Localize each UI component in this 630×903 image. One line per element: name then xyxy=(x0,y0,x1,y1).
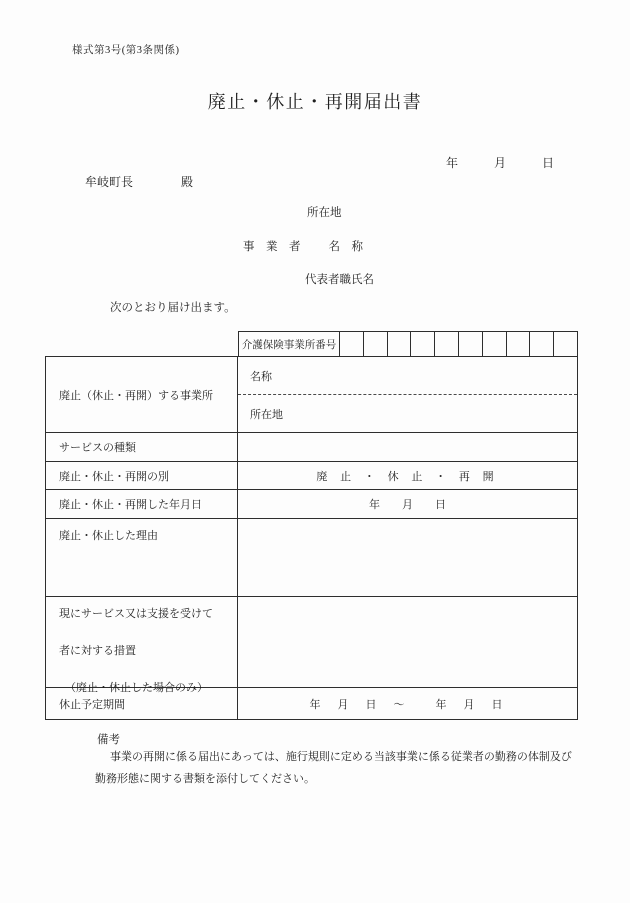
office-number-digit-cell xyxy=(554,332,577,356)
form-number: 様式第3号(第3条関係) xyxy=(72,45,180,56)
remarks-line-1: 事業の再開に係る届出にあっては、施行規則に定める当該事業に係る従業者の勤務の体制及び xyxy=(110,751,572,763)
measure-label-line1: 現にサービス又は支援を受けて xyxy=(59,608,213,620)
declaration-text: 次のとおり届け出ます。 xyxy=(110,302,236,314)
reason-field xyxy=(238,519,577,596)
date-line: 年 月 日 xyxy=(445,156,554,170)
row-label: 廃止・休止・再開の別 xyxy=(46,462,238,489)
remarks-line-2: 勤務形態に関する書類を添付してください。 xyxy=(95,773,315,785)
office-number-digit-cell xyxy=(340,332,364,356)
notification-table xyxy=(45,331,578,720)
row-label: 廃止・休止した理由 xyxy=(46,519,238,596)
table-row-office xyxy=(46,357,577,433)
office-location-field xyxy=(238,395,577,432)
row-label: サービスの種類 xyxy=(46,433,238,461)
office-fields xyxy=(238,357,577,432)
measure-field xyxy=(238,597,577,687)
office-number-box xyxy=(238,331,578,357)
page-title: 廃止・休止・再開届出書 xyxy=(207,92,423,112)
office-number-digit-cell xyxy=(530,332,554,356)
addressee-line: 牟岐町長 殿 xyxy=(85,175,194,189)
table-row-date xyxy=(46,490,577,519)
table-body xyxy=(45,356,578,720)
operator-name-label: 名 称 xyxy=(328,241,363,253)
measure-label-line3: （廃止・休止した場合のみ） xyxy=(65,682,208,694)
table-row-reason xyxy=(46,519,577,597)
office-number-digit-cell xyxy=(388,332,412,356)
office-name-field xyxy=(238,357,577,395)
office-number-digit-cell xyxy=(459,332,483,356)
period-field: 年 月 日 ～ 年 月 日 xyxy=(309,698,506,711)
table-row-kind xyxy=(46,462,577,490)
office-location-label: 所在地 xyxy=(250,408,283,421)
service-type-field xyxy=(238,433,577,461)
measure-label-line2: 者に対する措置 xyxy=(59,645,136,657)
office-number-digit-cell xyxy=(483,332,507,356)
table-row-service-type xyxy=(46,433,577,462)
date-field: 年 月 日 xyxy=(369,499,446,511)
operator-location-label: 所在地 xyxy=(307,207,342,219)
office-number-spacer xyxy=(45,331,238,357)
table-row-period xyxy=(46,688,577,719)
remarks-label: 備考 xyxy=(97,734,120,746)
office-name-label: 名称 xyxy=(250,370,272,383)
office-number-digit-cell xyxy=(364,332,388,356)
office-number-digit-cell xyxy=(411,332,435,356)
office-number-digit-cell xyxy=(435,332,459,356)
office-number-label: 介護保険事業所番号 xyxy=(239,332,340,356)
row-label: 休止予定期間 xyxy=(46,688,238,719)
office-number-digit-cell xyxy=(507,332,531,356)
operator-group-label: 事 業 者 xyxy=(243,241,301,253)
operator-row xyxy=(243,238,363,254)
kind-options: 廃 止 ・ 休 止 ・ 再 開 xyxy=(316,470,499,483)
table-row-measure xyxy=(46,597,577,694)
row-label xyxy=(46,597,238,694)
row-label: 廃止（休止・再開）する事業所 xyxy=(46,357,238,432)
office-number-row xyxy=(45,331,578,357)
row-label: 廃止・休止・再開した年月日 xyxy=(46,490,238,518)
operator-representative-label: 代表者職氏名 xyxy=(305,274,374,286)
